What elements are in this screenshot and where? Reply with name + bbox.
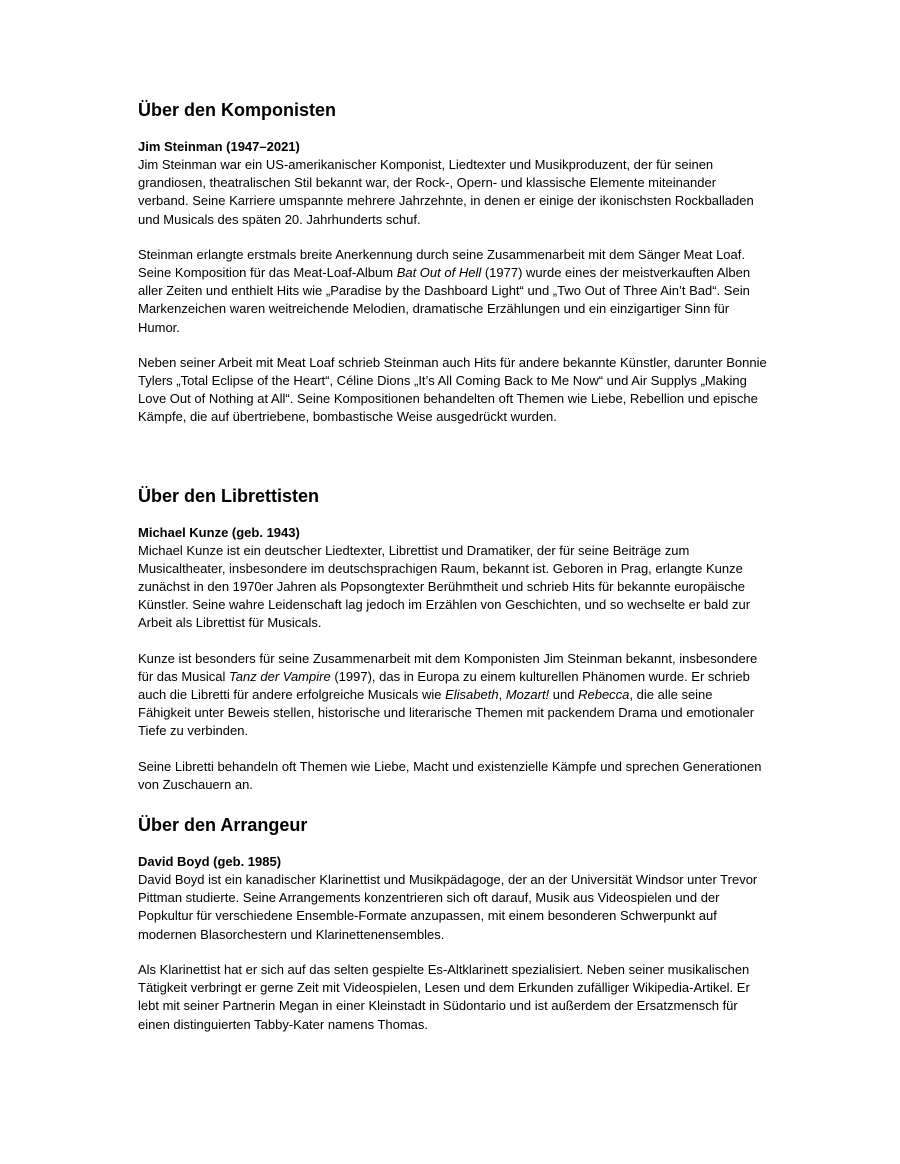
person-name: Michael Kunze (geb. 1943) [138, 524, 300, 540]
paragraph: Michael Kunze ist ein deutscher Liedtexter, Librettist und Dramatiker, der für seine Beiträge zum Musicaltheater, insbesondere im deutschsprachigen Raum, bekannt ist. Geboren in Prag, erlangte Kunze zunächst in den 1970er Jahren als Popsongtexter Berühmtheit und schrieb Hits für bekannte europäische Künstler. Seine wahre Leidenschaft lag jedoch im Erzählen von Geschichten, und so wechselte er bald zur Arbeit als Librettist für Musicals. [138, 542, 751, 631]
person-name: Jim Steinman (1947–2021) [138, 139, 300, 154]
paragraph: Kunze ist besonders für seine Zusammenarbeit mit dem Komponisten Jim Steinman bekannt, insbesondere für das Musical Tanz der Vampire (1997), das in Europa zu einem kulturellen Phänomen wurde. Er schrieb auch die Libretti für andere erfolgreiche Musicals wie Elisabeth, Mozart! und Rebecca, die alle seine Fähigkeit unter Beweis stellen, historische und literarische Themen mit packendem Drama und emotionaler Tiefe zu verbinden. [138, 650, 758, 739]
musical-title: Rebecca [578, 687, 630, 703]
section-composer [138, 96, 768, 427]
paragraph: Seine Libretti behandeln oft Themen wie Liebe, Macht und existenzielle Kämpfe und sprechen Generationen von Zuschauern an. [138, 758, 762, 792]
paragraph: Als Klarinettist hat er sich auf das selten gespielte Es-Altklarinett spezialisiert. Neben seiner musikalischen Tätigkeit verbringt er gerne Zeit mit Videospielen, Lesen und dem Erkunden zufälliger Wikipedia-Artikel. Er lebt mit seiner Partnerin Megan in einer Kleinstadt in Südontario und ist außerdem der Ersatzmensch für einen distinguierten Tabby-Kater namens Thomas. [138, 961, 750, 1032]
section-arranger [138, 811, 768, 1034]
musical-title: Tanz der Vampire [229, 668, 331, 684]
document-content [138, 96, 768, 1034]
section-heading: Über den Librettisten [138, 485, 320, 506]
paragraph: Steinman erlangte erstmals breite Anerkennung durch seine Zusammenarbeit mit dem Sänger Meat Loaf. Seine Komposition für das Meat-Loaf-Album Bat Out of Hell (1977) wurde eines der meistverkauften Alben aller Zeiten und enthielt Hits wie „Paradise by the Dashboard Light“ und „Two Out of Three Ain’t Bad“. Sein Markenzeichen waren weitreichende Melodien, dramatische Erzählungen und ein einzigartiger Sinn für Humor. [138, 246, 751, 335]
musical-title: Mozart! [505, 687, 550, 703]
paragraph: David Boyd ist ein kanadischer Klarinettist und Musikpädagoge, der an der Universität Windsor unter Trevor Pittman studierte. Seine Arrangements konzentrieren sich oft darauf, Musik aus Videospielen und der Popkultur für verschiedene Ensemble-Formate anzupassen, mit einem besonderen Schwerpunkt auf modernen Blasorchestern und Klarinettenensembles. [138, 872, 758, 942]
section-heading: Über den Komponisten [138, 100, 337, 120]
section-heading: Über den Arrangeur [138, 815, 308, 836]
section-librettist [138, 482, 768, 794]
album-title: Bat Out of Hell [396, 265, 482, 281]
paragraph: Neben seiner Arbeit mit Meat Loaf schrieb Steinman auch Hits für andere bekannte Künstler, darunter Bonnie Tylers „Total Eclipse of the Heart“, Céline Dions „It’s All Coming Back to Me Now“ und Air Supplys „Making Love Out of Nothing at All“. Seine Kompositionen behandelten oft Themen wie Liebe, Rebellion und epische Kämpfe, die auf übertriebene, bombastische Weise ausgedrückt wurden. [138, 354, 767, 425]
paragraph: Jim Steinman war ein US-amerikanischer Komponist, Liedtexter und Musikproduzent, der für seinen grandiosen, theatralischen Stil bekannt war, der Rock-, Opern- und klassische Elemente miteinander verband. Seine Karriere umspannte mehrere Jahrzehnte, in denen er einige der ikonischsten Rockballaden und Musicals des späten 20. Jahrhunderts schuf. [138, 157, 754, 227]
musical-title: Elisabeth [445, 687, 499, 703]
person-name: David Boyd (geb. 1985) [138, 854, 282, 870]
